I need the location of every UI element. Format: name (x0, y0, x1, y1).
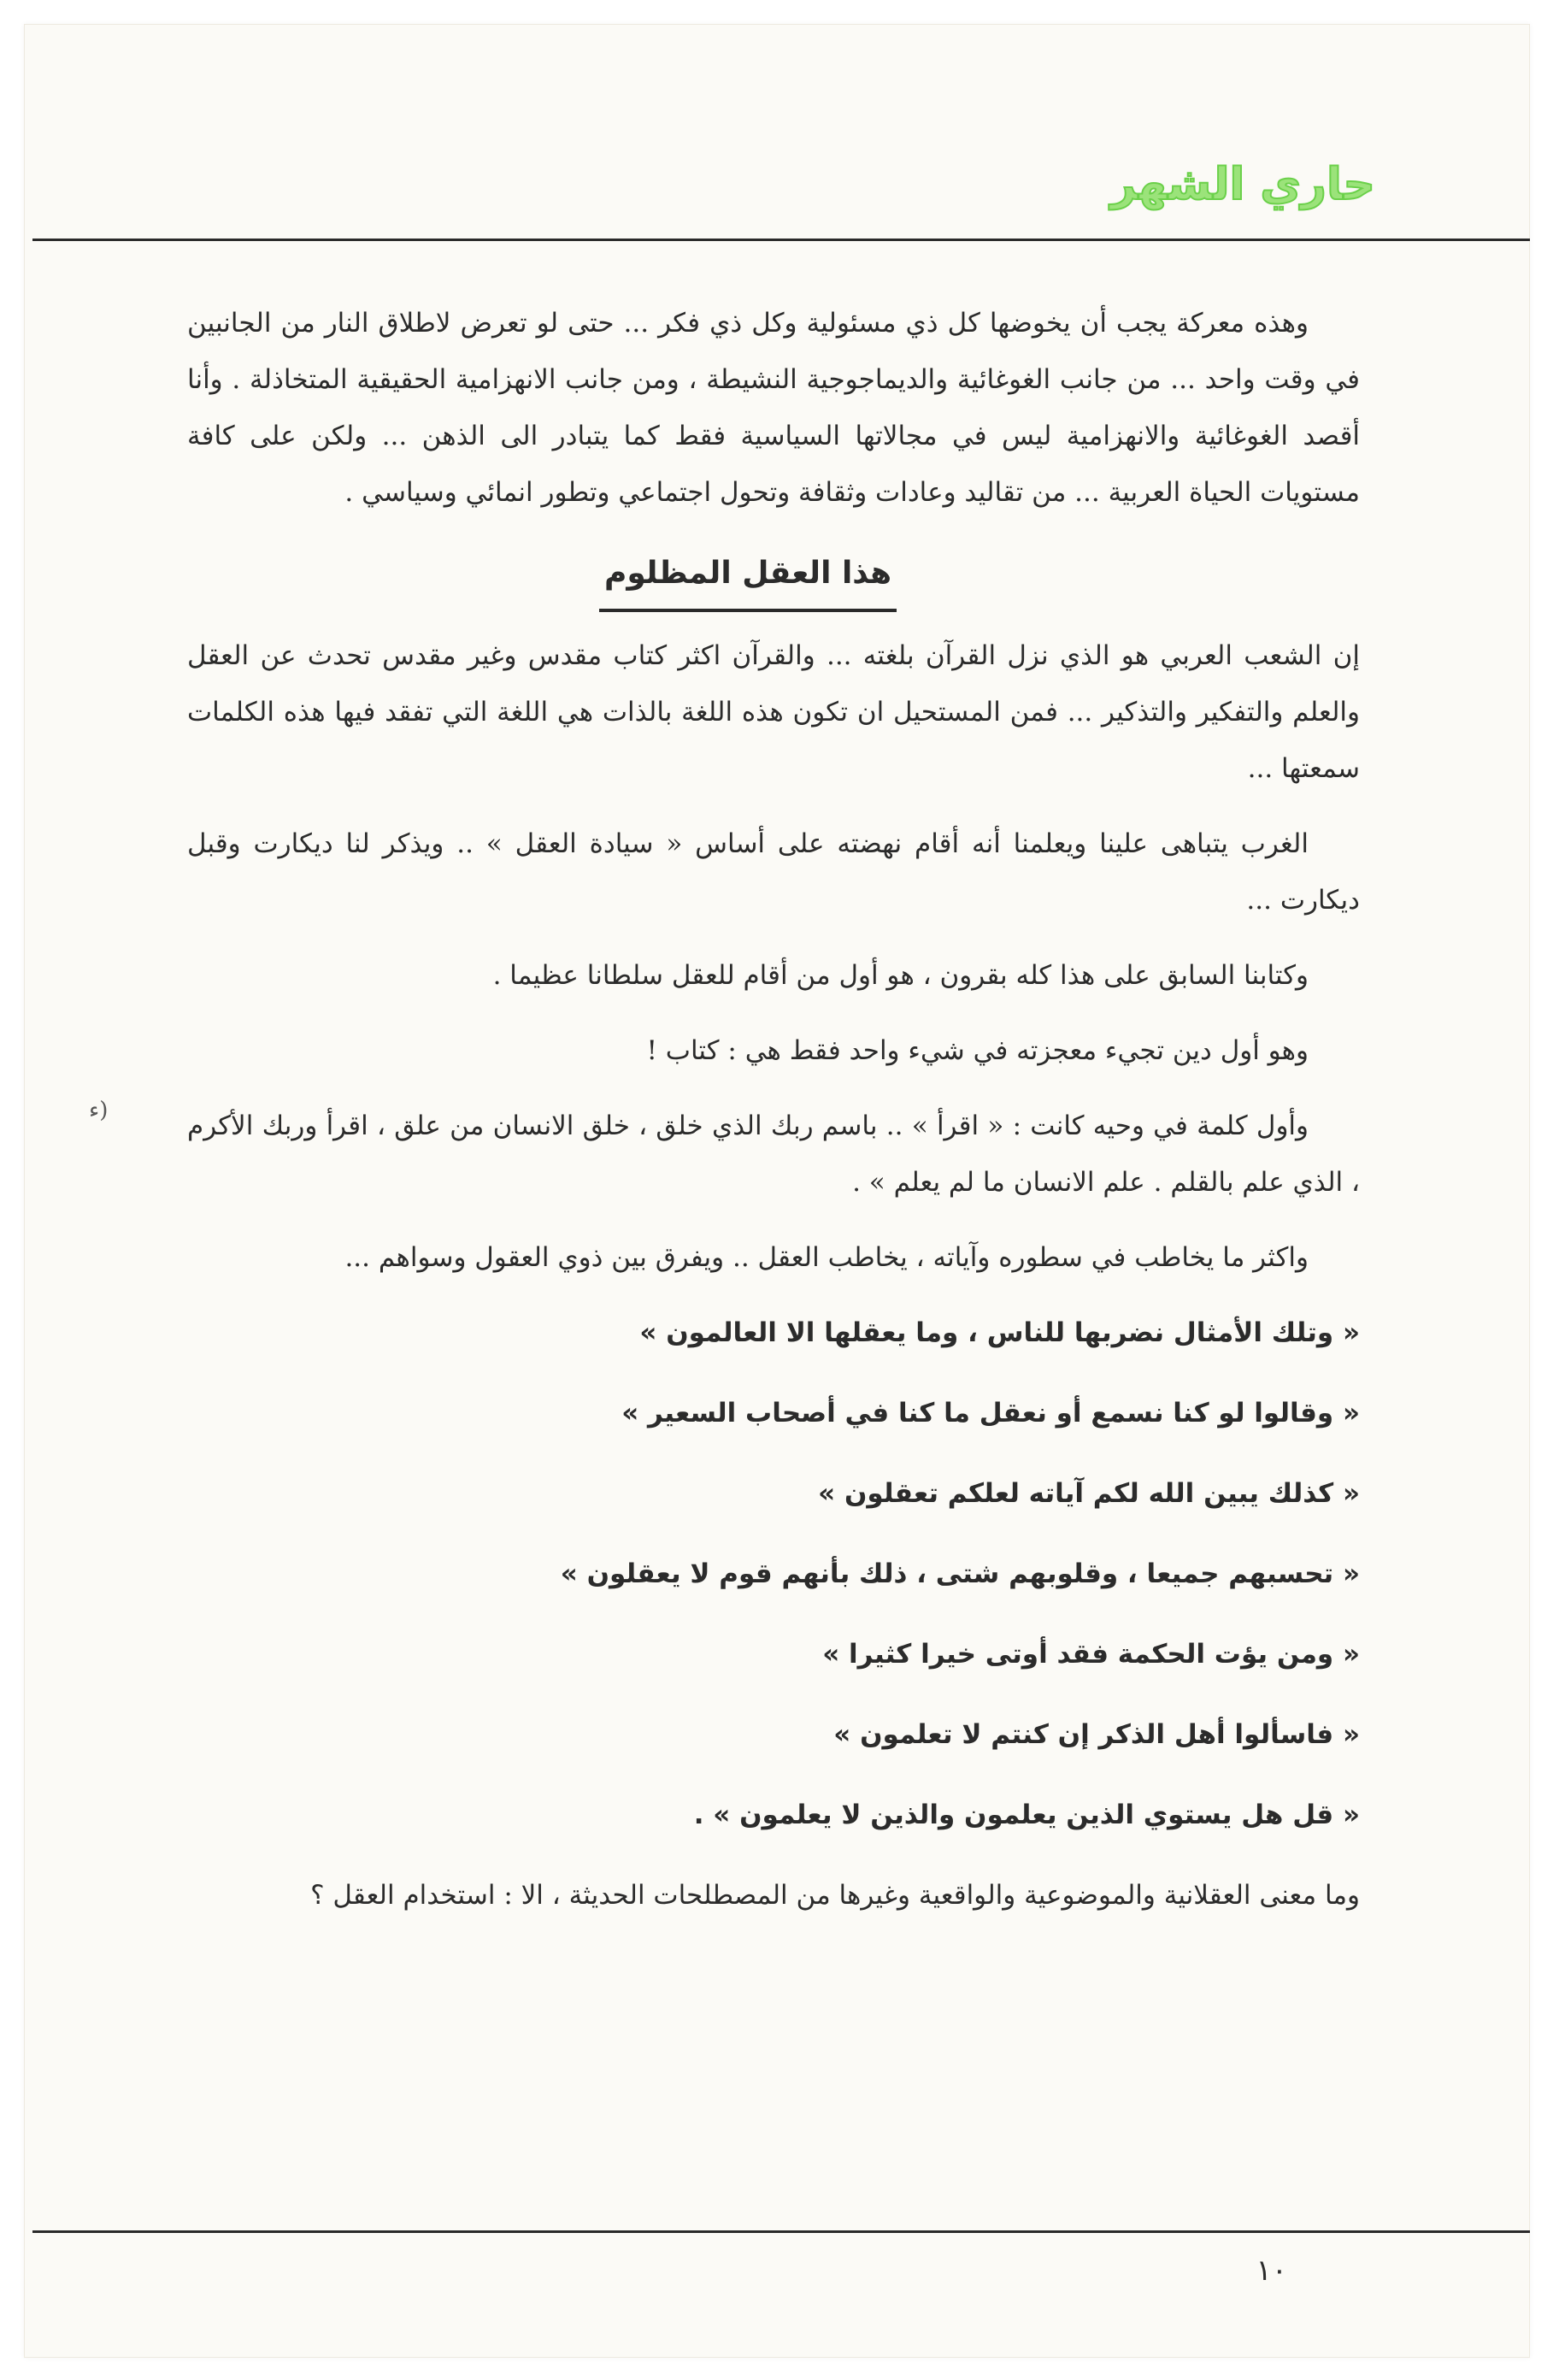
quote-1: « وتلك الأمثال نضربها للناس ، وما يعقلها الا العالمون » (639, 1317, 1360, 1348)
paragraph-3: وكتابنا السابق على هذا كله بقرون ، هو أول من أقام للعقل سلطانا عظيما . (492, 960, 1309, 991)
section-heading (187, 546, 1360, 612)
paragraph-4: وهو أول دين تجيء معجزته في شيء واحد فقط هي : كتاب ! (646, 1035, 1309, 1066)
quote-3: « كذلك يبين الله لكم آياته لعلكم تعقلون » (818, 1478, 1360, 1509)
header-rule (32, 239, 1530, 241)
closing-paragraph: وما معنى العقلانية والموضوعية والواقعية وغيرها من المصطلحات الحديثة ، الا : استخدام العقل ؟ (310, 1880, 1360, 1911)
margin-mark: (ء (89, 1098, 109, 1123)
article-body (187, 295, 1360, 1923)
page-number: ١٠ (1256, 2253, 1287, 2288)
paragraph-6: واكثر ما يخاطب في سطوره وآياته ، يخاطب العقل .. ويفرق بين ذوي العقول وسواهم ... (344, 1242, 1309, 1273)
paragraph-1: إن الشعب العربي هو الذي نزل القرآن بلغته ... والقرآن اكثر كتاب مقدس وغير مقدس تحدث عن العقل والعلم والتفكير والتذكير ... فمن المستحيل ان تكون هذه اللغة بالذات هي اللغة التي تفقد فيها هذه الكلمات سمعتها ... (187, 640, 1360, 784)
footer-rule (32, 2230, 1530, 2233)
section-title: هذا العقل المظلوم (599, 551, 897, 612)
quote-7: « قل هل يستوي الذين يعلمون والذين لا يعلمون » . (693, 1800, 1360, 1830)
quote-6: « فاسألوا أهل الذكر إن كنتم لا تعلمون » (833, 1719, 1360, 1750)
quote-2: « وقالوا لو كنا نسمع أو نعقل ما كنا في أصحاب السعير » (621, 1398, 1360, 1429)
paragraph-2: الغرب يتباهى علينا ويعلمنا أنه أقام نهضته على أساس « سيادة العقل » .. ويذكر لنا ديكارت وقبل ديكارت ... (187, 828, 1360, 916)
paragraph-5: وأول كلمة في وحيه كانت : « اقرأ » .. باسم ربك الذي خلق ، خلق الانسان من علق ، اقرأ وربك الأكرم ، الذي علم بالقلم . علم الانسان ما لم يعلم » . (187, 1110, 1360, 1198)
intro-paragraph: وهذه معركة يجب أن يخوضها كل ذي مسئولية وكل ذي فكر ... حتى لو تعرض لاطلاق النار من الجانبين في وقت واحد ... من جانب الغوغائية والديماجوجية النشيطة ، ومن جانب الانهزامية الحقيقية المتخاذلة . وأنا أقصد الغوغائية والانهزامية ليس في مجالاتها السياسية فقط كما يتبادر الى الذهن ... ولكن على كافة مستويات الحياة العربية ... من تقاليد وعادات وثقافة وتحول اجتماعي وتطور انمائي وسياسي . (187, 308, 1360, 508)
quote-4: « تحسبهم جميعا ، وقلوبهم شتى ، ذلك بأنهم قوم لا يعقلون » (560, 1558, 1360, 1589)
magazine-logo: حاري الشهر (1110, 159, 1375, 210)
quote-5: « ومن يؤت الحكمة فقد أوتى خيرا كثيرا » (822, 1639, 1360, 1670)
